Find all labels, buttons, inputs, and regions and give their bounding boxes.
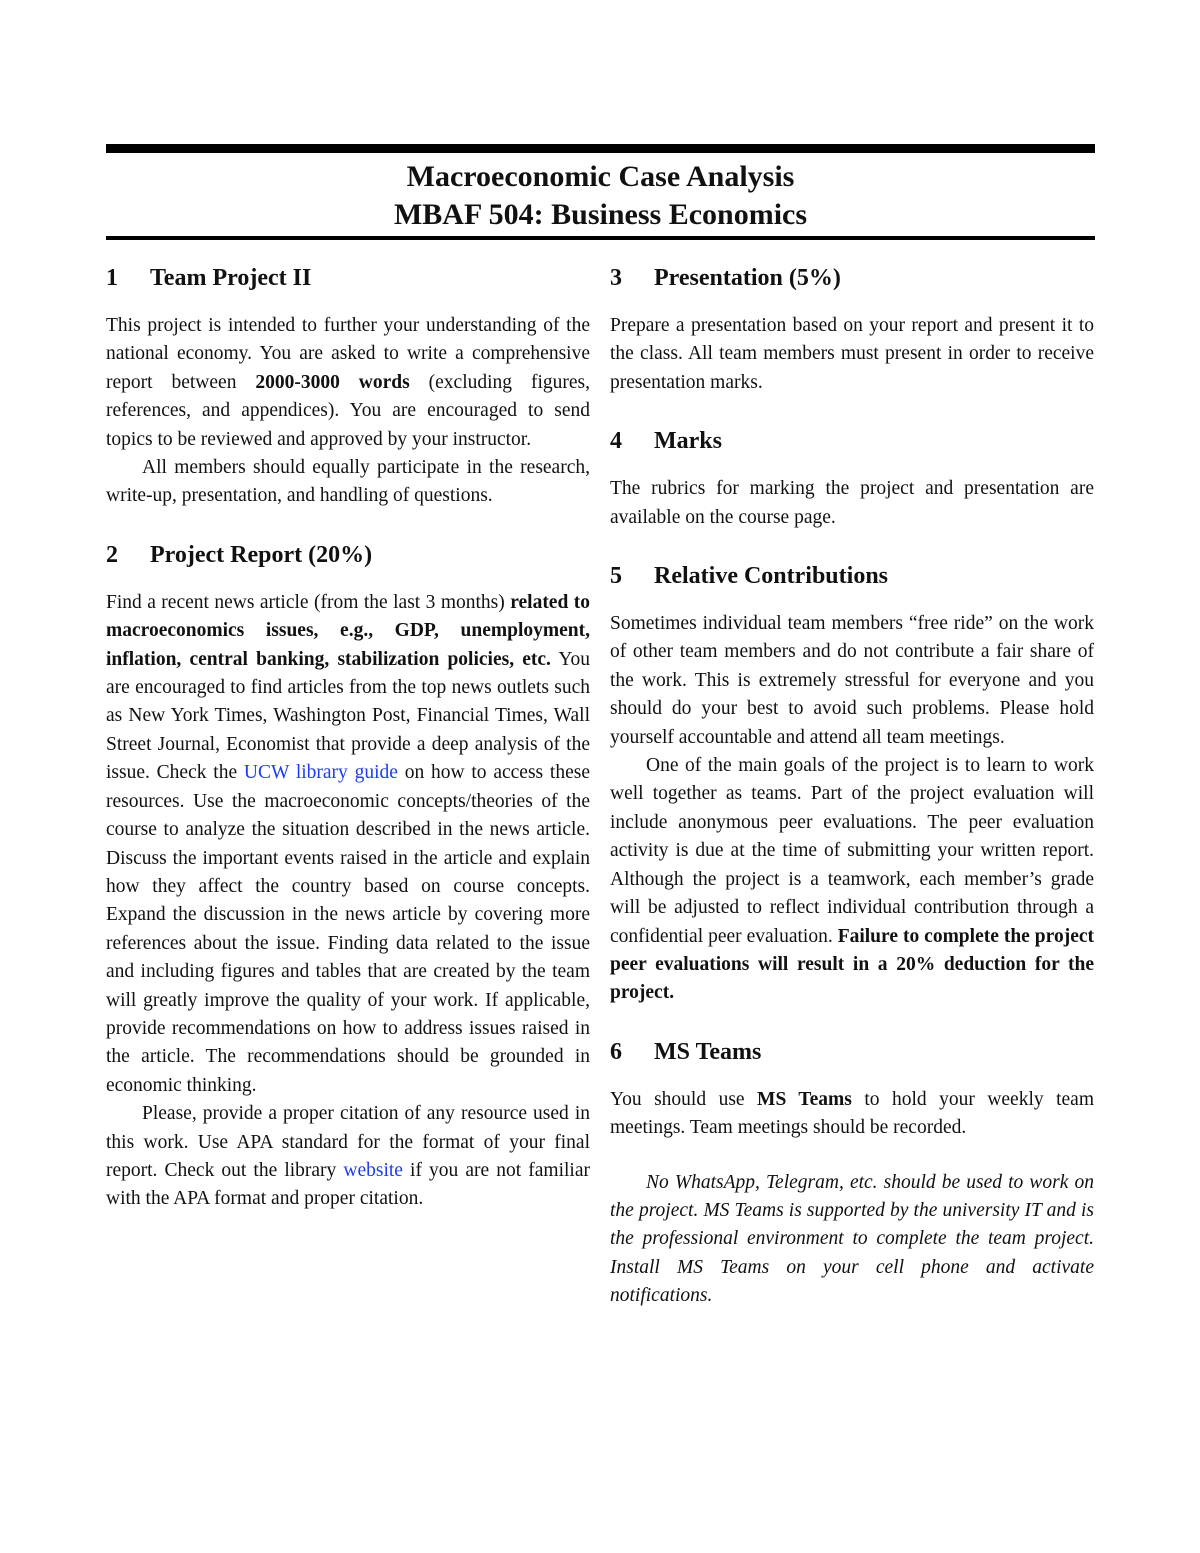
paragraph: Sometimes individual team members “free ride” on the work of other team members and do not contribute a fair share of the work. This is extremely stressful for everyone and you should do your best to avoid such problems. Please hold yourself accountable and attend all team meetings. [610,613,1094,748]
section-relative-contributions [610,556,1094,1008]
paragraph: All members should equally participate in the research, write-up, presentation, and handling of questions. [106,457,590,507]
paragraph: This project is intended to further your understanding of the national economy. You are asked to write a comprehensive report between 2000-3000 words (excluding figures, references, and appendices). You are encouraged to send topics to be reviewed and approved by your instructor. [106,315,590,450]
note-paragraph: No WhatsApp, Telegram, etc. should be used to work on the project. MS Teams is supported by the university IT and is the professional environment to complete the team project. Install MS Teams on your cell phone and activate notifications. [610,1171,1094,1307]
paragraph: Please, provide a proper citation of any resource used in this work. Use APA standard for the format of your final report. Check out the library website if you are not familiar with the APA format and proper citation. [106,1103,590,1210]
section-heading: 4 Marks [610,428,722,455]
paragraph: You should use MS Teams to hold your weekly team meetings. Team meetings should be recorded. [610,1088,1094,1139]
section-project-report [106,535,590,1214]
title-rule [106,236,1095,240]
title-line-2: MBAF 504: Business Economics [393,198,808,231]
section-presentation [610,258,1094,397]
paragraph: Find a recent news article (from the last 3 months) related to macroeconomics issues, e.g., GDP, unemployment, inflation, central banking, stabilization policies, etc. You are encouraged to find articles from the top news outlets such as New York Times, Washington Post, Financial Times, Wall Street Journal, Economist that provide a deep analysis of the issue. Check the UCW library guide on how to access these resources. Use the macroeconomic concepts/theories of the course to analyze the situation described in the news article. Discuss the important events raised in the article and explain how they affect the country based on course concepts. Expand the discussion in the news article by covering more references about the issue. Finding data related to the issue and including figures and tables that are created by the team will greatly improve the quality of your work. If applicable, provide recommendations on how to address issues raised in the article. The recommendations should be grounded in economic thinking. [106,591,590,1096]
section-heading: 3 Presentation (5%) [610,265,841,291]
library-website-link[interactable]: website [343,1159,403,1181]
paragraph: The rubrics for marking the project and presentation are available on the course page. [610,478,1094,528]
document-title [106,158,1095,234]
section-heading: 6 MS Teams [610,1038,762,1065]
section-marks [610,421,1094,532]
section-team-project [106,258,590,511]
right-column [610,258,1094,1335]
top-rule [106,144,1095,153]
library-guide-link[interactable]: UCW library guide [243,762,398,784]
paragraph: One of the main goals of the project is to learn to work well together as teams. Part of the project evaluation will include anonymous peer evaluations. The peer evaluation activity is due at the time of submitting your written report. Although the project is a teamwork, each member’s grade will be adjusted to reflect individual contribution through a confidential peer evaluation. Failure to complete the project peer evaluations will result in a 20% deduction for the project. [610,755,1095,1004]
section-heading: 5 Relative Contributions [610,563,888,590]
section-ms-teams [610,1032,1094,1311]
paragraph: Prepare a presentation based on your report and present it to the class. All team members must present in order to receive presentation marks. [610,315,1094,393]
section-heading: 2 Project Report (20%) [106,541,373,568]
title-line-1: Macroeconomic Case Analysis [406,160,795,193]
section-heading: 1 Team Project II [106,265,312,291]
left-column [106,258,590,1238]
